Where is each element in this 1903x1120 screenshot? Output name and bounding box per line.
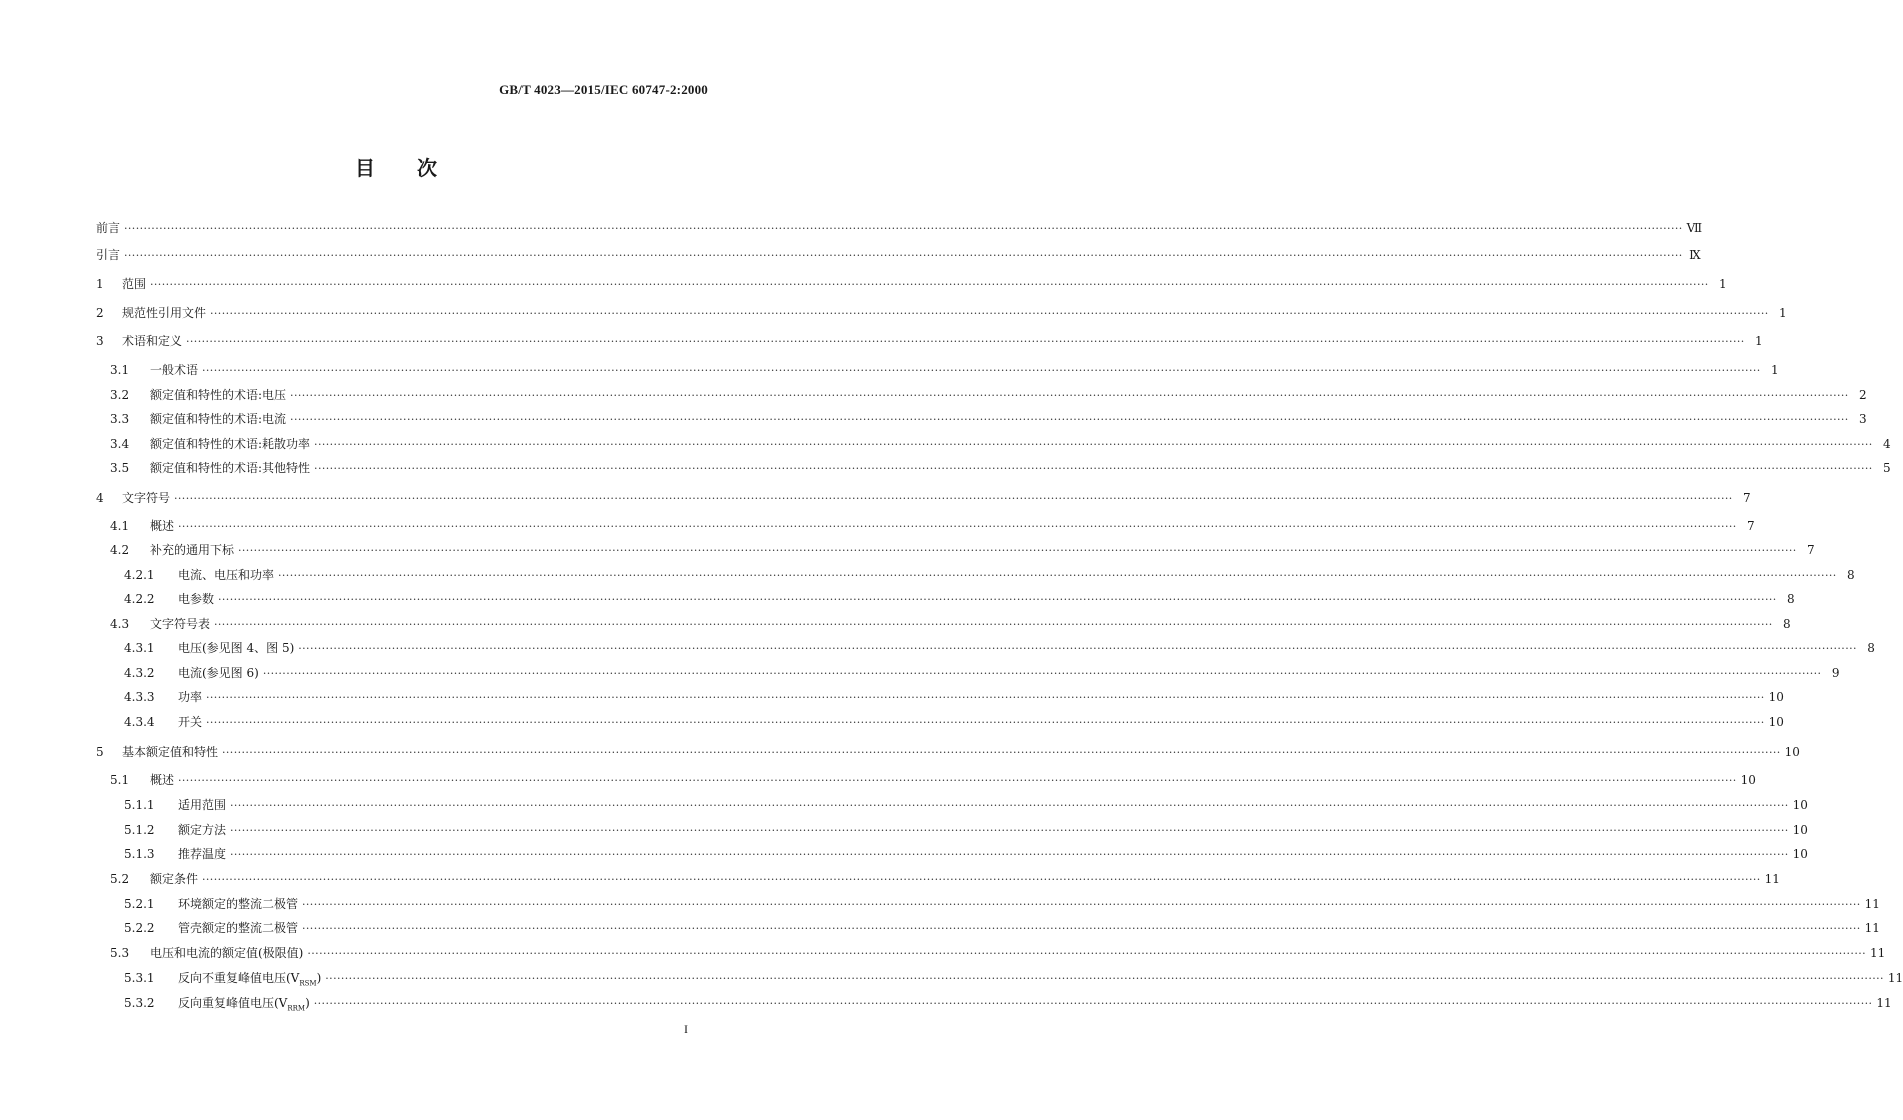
toc-entry-page: 8 [1847, 568, 1855, 582]
toc-dot-leader: ················································································································································································································································································································································································································ [150, 278, 1709, 291]
toc-entry-number: 5.1.1 [124, 798, 155, 812]
toc-entry-page: Ⅸ [1689, 248, 1701, 262]
title-char-left: 目 [355, 156, 375, 180]
toc-entry-number: 4.2.2 [124, 592, 155, 606]
toc-entry-label [122, 303, 206, 323]
toc-entry-page: 10 [1768, 690, 1784, 704]
toc-entry-number: 5.1.3 [124, 847, 155, 861]
toc-entry-number: 1 [96, 277, 104, 291]
toc-entry-number: 5.2.1 [124, 897, 155, 911]
toc-entry-page: 8 [1783, 617, 1791, 631]
toc-entry[interactable] [96, 614, 1791, 634]
toc-entry-label [150, 614, 210, 634]
toc-entry-page: 11 [1876, 996, 1892, 1010]
toc-entry[interactable] [96, 869, 1780, 889]
toc-entry[interactable] [96, 274, 1727, 294]
toc-entry-label [96, 218, 120, 238]
toc-entry[interactable] [96, 687, 1784, 707]
toc-dot-leader: ················································································································································································································································································································································································································ [262, 667, 1822, 680]
toc-entry-page: 1 [1719, 277, 1727, 291]
toc-entry[interactable] [96, 820, 1808, 840]
toc-dot-leader: ················································································································································································································································································································································································································ [290, 413, 1849, 426]
toc-entry-label [178, 712, 202, 732]
standard-code: GB/T 4023—2015/IEC 60747-2:2000 [499, 82, 708, 97]
toc-entry-number: 5.1.2 [124, 823, 155, 837]
toc-dot-leader: ················································································································································································································································································································································································································ [230, 799, 1789, 812]
toc-entry[interactable] [96, 638, 1875, 658]
toc-entry-page: 10 [1792, 823, 1808, 837]
toc-entry-label [178, 589, 214, 609]
toc-entry-number: 4.1 [110, 519, 130, 533]
toc-dot-leader: ················································································································································································································································································································································································································ [314, 462, 1873, 475]
toc-entry-label [150, 385, 286, 405]
toc-entry[interactable] [96, 540, 1815, 560]
toc-dot-leader: ················································································································································································································································································································································································································ [230, 824, 1789, 837]
toc-dot-leader: ················································································································································································································································································································································································································ [290, 389, 1849, 402]
toc-dot-leader: ················································································································································································································································································································································································································ [218, 593, 1777, 606]
toc-entry-label [150, 458, 310, 478]
toc-entry-label-text: 范围 [122, 277, 147, 291]
toc-entry-number: 5.3.2 [124, 996, 155, 1010]
toc-dot-leader: ················································································································································································································································································································································································································ [230, 848, 1789, 861]
toc-dot-leader: ················································································································································································································································································································································································································ [206, 716, 1765, 729]
toc-entry-number: 3 [96, 334, 104, 348]
toc-entry-number: 3.2 [110, 388, 130, 402]
toc-entry-number: 4.3.3 [124, 690, 155, 704]
toc-entry-label-text: 额定方法 [178, 823, 227, 837]
toc-dot-leader: ················································································································································································································································································································································································································ [178, 520, 1737, 533]
toc-entry-label-text: 概述 [150, 773, 175, 787]
toc-entry-label [122, 331, 182, 351]
toc-entry[interactable] [96, 712, 1784, 732]
toc-entry-number: 2 [96, 306, 104, 320]
toc-entry-page: 8 [1787, 592, 1795, 606]
toc-entry-page: 8 [1867, 641, 1875, 655]
toc-entry-label-text: 电流(参见图 6) [178, 666, 259, 680]
toc-entry-page: 1 [1771, 363, 1779, 377]
toc-dot-leader: ················································································································································································································································································································································································································ [202, 873, 1761, 886]
toc-entry-label-text: 功率 [178, 690, 203, 704]
toc-entry-label [178, 795, 226, 815]
toc-entry-label-text: 额定值和特性的术语:电压 [150, 388, 287, 402]
toc-entry[interactable] [96, 245, 1701, 265]
toc-entry-label [150, 943, 303, 963]
toc-entry[interactable] [96, 795, 1808, 815]
toc-dot-leader: ················································································································································································································································································································································································································ [178, 774, 1737, 787]
toc-entry-label [122, 274, 146, 294]
toc-entry-label-text: 补充的通用下标 [150, 543, 235, 557]
toc-entry-page: 2 [1859, 388, 1867, 402]
toc-entry-label-text: 额定值和特性的术语:电流 [150, 412, 287, 426]
toc-entry-label [122, 488, 170, 508]
toc-entry-label-text: 文字符号 [122, 491, 171, 505]
toc-entry-page: 10 [1792, 847, 1808, 861]
toc-dot-leader: ················································································································································································································································································································································································································ [307, 947, 1867, 960]
toc-entry[interactable] [96, 409, 1867, 429]
toc-entry-number: 5.2 [110, 872, 130, 886]
toc-entry-label-text: 引言 [96, 248, 121, 262]
toc-entry-label-text: 基本额定值和特性 [122, 745, 219, 759]
toc-entry-page: 10 [1784, 745, 1800, 759]
toc-entry[interactable] [96, 331, 1763, 351]
toc-entry-page: 1 [1755, 334, 1763, 348]
toc-entry-number: 5.3.1 [124, 971, 155, 985]
toc-entry-label [150, 869, 198, 889]
toc-entry-number: 4.2 [110, 543, 130, 557]
toc-entry-page: 11 [1864, 897, 1880, 911]
toc-entry-label-end: ) [316, 971, 322, 985]
toc-entry-label-text: 开关 [178, 715, 203, 729]
toc-entry-number: 4.2.1 [124, 568, 155, 582]
toc-entry-page: 10 [1768, 715, 1784, 729]
toc-entry[interactable] [96, 742, 1800, 762]
toc-dot-leader: ················································································································································································································································································································································································································ [278, 569, 1837, 582]
toc-entry-number: 5.1 [110, 773, 130, 787]
toc-entry-number: 4.3.1 [124, 641, 155, 655]
toc-entry-label [178, 993, 310, 1018]
toc-entry-number: 3.1 [110, 363, 130, 377]
toc-entry-label [150, 540, 234, 560]
toc-entry[interactable] [96, 360, 1779, 380]
toc-dot-leader: ················································································································································································································································································································································································································ [313, 997, 1873, 1010]
toc-entry-label [150, 516, 174, 536]
toc-entry-label [178, 663, 259, 683]
toc-dot-leader: ················································································································································································································································································································································································································ [174, 492, 1733, 505]
toc-entry-label [150, 409, 286, 429]
toc-dot-leader: ················································································································································································································································································································································································································ [202, 364, 1761, 377]
toc-entry-label-text: 适用范围 [178, 798, 227, 812]
toc-entry-number: 4 [96, 491, 104, 505]
toc-entry-number: 3.3 [110, 412, 130, 426]
toc-entry-label [178, 638, 294, 658]
toc-entry-label [178, 918, 298, 938]
toc-entry-label [178, 968, 321, 993]
toc-entry-number: 5.3 [110, 946, 130, 960]
toc-entry-label [150, 770, 174, 790]
toc-entry-label [96, 245, 120, 265]
title-char-right: 次 [417, 156, 437, 180]
toc-entry[interactable] [96, 589, 1795, 609]
toc-entry-label-text: 电参数 [178, 592, 215, 606]
toc-entry-label-text: 电压和电流的额定值(极限值) [150, 946, 304, 960]
toc-entry-label [150, 360, 198, 380]
toc-dot-leader: ················································································································································································································································································································································································································ [222, 746, 1781, 759]
toc-entry-label-subscript: RRM [287, 1004, 306, 1013]
toc-entry-label-text: 推荐温度 [178, 847, 227, 861]
toc-entry-page: 7 [1743, 491, 1751, 505]
toc-entry-label-text: 术语和定义 [122, 334, 183, 348]
toc-entry-label-text: 额定值和特性的术语:其他特性 [150, 461, 311, 475]
toc-dot-leader: ················································································································································································································································································································································································································ [325, 972, 1884, 985]
page-number: I [684, 1022, 688, 1036]
toc-entry-number: 3.5 [110, 461, 130, 475]
toc-entry-label-text: 额定条件 [150, 872, 199, 886]
toc-entry-page: 1 [1779, 306, 1787, 320]
toc-entry-page: 5 [1883, 461, 1891, 475]
toc-entry-number: 5 [96, 745, 104, 759]
toc-entry-label-end: ) [305, 996, 310, 1010]
toc-entry-label-text: 环境额定的整流二极管 [178, 897, 299, 911]
toc-entry[interactable] [96, 894, 1880, 914]
toc-entry-page: 11 [1870, 946, 1886, 960]
toc-dot-leader: ················································································································································································································································································································································································································ [314, 438, 1873, 451]
toc-dot-leader: ················································································································································································································································································································································································································ [124, 249, 1683, 262]
toc-entry-number: 4.3.4 [124, 715, 155, 729]
toc-entry[interactable] [96, 844, 1808, 864]
toc-entry-label [178, 820, 226, 840]
toc-entry[interactable] [96, 488, 1751, 508]
toc-entry-label-text: 前言 [96, 221, 121, 235]
toc-entry-label-text: 电流、电压和功率 [178, 568, 275, 582]
toc-entry-label-text: 反向不重复峰值电压(V [178, 971, 300, 985]
toc-entry-page: 11 [1887, 971, 1903, 985]
toc-dot-leader: ················································································································································································································································································································································································································ [124, 222, 1683, 235]
toc-dot-leader: ················································································································································································································································································································································································································ [206, 691, 1765, 704]
toc-entry[interactable] [96, 458, 1891, 478]
toc-entry-label [178, 687, 202, 707]
toc-entry-page: 11 [1864, 921, 1880, 935]
toc-entry-label [178, 565, 274, 585]
toc-entry-number: 3.4 [110, 437, 130, 451]
toc-entry[interactable] [96, 303, 1787, 323]
toc-entry[interactable] [96, 918, 1880, 938]
toc-dot-leader: ················································································································································································································································································································································································································ [302, 922, 1861, 935]
toc-entry-label [178, 894, 298, 914]
toc-entry-page: 7 [1807, 543, 1815, 557]
toc-entry-label-text: 概述 [150, 519, 175, 533]
toc-entry-label-text: 文字符号表 [150, 617, 211, 631]
toc-entry-label-text: 管壳额定的整流二极管 [178, 921, 299, 935]
toc-entry-number: 4.3.2 [124, 666, 155, 680]
toc-entry[interactable] [96, 770, 1756, 790]
toc-entry-page: 4 [1883, 437, 1891, 451]
toc-dot-leader: ················································································································································································································································································································································································································ [186, 335, 1745, 348]
toc-entry-label [150, 434, 310, 454]
toc-dot-leader: ················································································································································································································································································································································································································ [298, 642, 1857, 655]
toc-entry-page: 10 [1792, 798, 1808, 812]
toc-entry-number: 4.3 [110, 617, 130, 631]
toc-entry-page: 11 [1764, 872, 1780, 886]
toc-entry[interactable] [96, 385, 1867, 405]
toc-dot-leader: ················································································································································································································································································································································································································ [214, 618, 1773, 631]
toc-entry-page: 3 [1859, 412, 1867, 426]
toc-entry-label [122, 742, 218, 762]
toc-dot-leader: ················································································································································································································································································································································································································ [302, 898, 1861, 911]
toc-dot-leader: ················································································································································································································································································································································································································ [210, 307, 1769, 320]
toc-entry-label-text: 规范性引用文件 [122, 306, 207, 320]
toc-entry-label-subscript: RSM [299, 979, 317, 988]
toc-entry-page: 9 [1831, 666, 1840, 680]
toc-entry[interactable] [96, 663, 1840, 683]
toc-entry-label-text: 反向重复峰值电压(V [178, 996, 288, 1010]
toc-entry-page: 10 [1740, 773, 1756, 787]
toc-entry[interactable] [96, 993, 1892, 1013]
toc-entry[interactable] [96, 968, 1903, 988]
page-title [0, 152, 792, 181]
toc-entry-label-text: 一般术语 [150, 363, 199, 377]
toc-entry[interactable] [96, 218, 1703, 238]
toc-dot-leader: ················································································································································································································································································································································································································ [238, 544, 1797, 557]
toc-entry-number: 5.2.2 [124, 921, 155, 935]
toc-entry-page: 7 [1747, 519, 1755, 533]
toc-entry[interactable] [96, 943, 1886, 963]
toc-entry-page: Ⅶ [1686, 221, 1703, 235]
toc-entry-label-text: 额定值和特性的术语:耗散功率 [150, 437, 311, 451]
toc-entry-label [178, 844, 226, 864]
toc-entry[interactable] [96, 434, 1891, 454]
toc-entry[interactable] [96, 516, 1755, 536]
toc-entry-label-text: 电压(参见图 4、图 5) [178, 641, 295, 655]
toc-entry[interactable] [96, 565, 1855, 585]
